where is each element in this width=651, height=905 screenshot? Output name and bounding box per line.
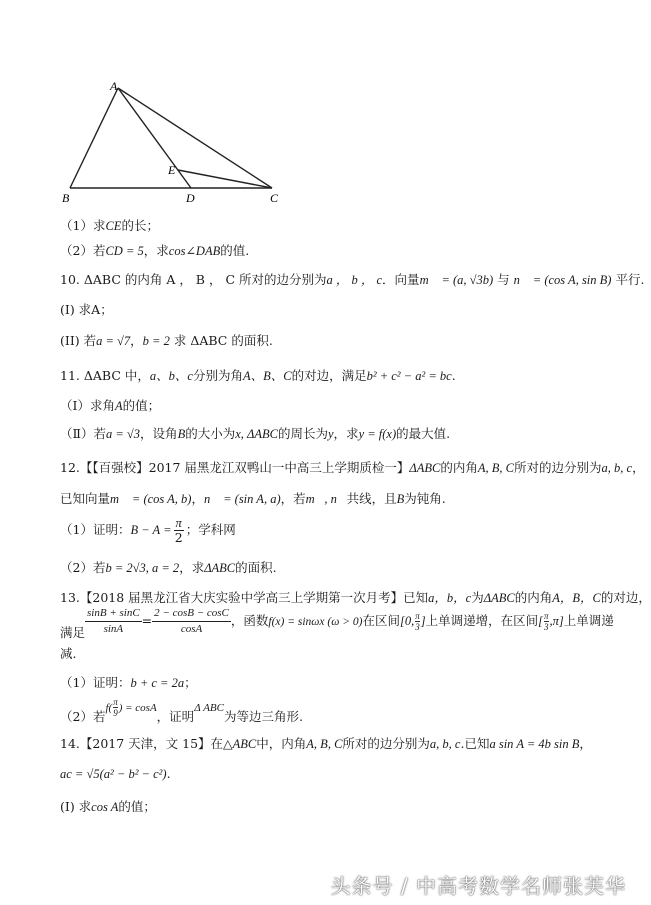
fraction-sin [85, 606, 142, 637]
math: A, B, C [306, 737, 343, 751]
math: a、b、c [149, 369, 193, 383]
text: 的对边， [600, 590, 651, 605]
problem-11-part2 [60, 424, 450, 442]
text: ，求 [333, 426, 359, 441]
math: [0, [399, 614, 415, 628]
problem-10-stem [60, 270, 644, 288]
problem-12-condition [60, 489, 446, 507]
text: ， [130, 333, 143, 348]
text: 12.【【百强校】2017 届黑龙江双鸭山一中高三上学期质检一】 [60, 460, 410, 475]
text: （1）证明： [60, 675, 131, 690]
label-E: E [168, 163, 176, 177]
problem-13-stem [60, 588, 651, 606]
text: ，证明 [156, 709, 195, 724]
math: a = √7 [96, 334, 131, 348]
text: （2）若 [60, 243, 106, 258]
math: b² + c² − a² = bc [366, 369, 452, 383]
text: ； [184, 675, 197, 690]
denominator: 2 [174, 530, 183, 545]
math: f(x) = sinωx (ω > 0) [268, 616, 363, 628]
math: m⃗ = (cos A, b) [110, 492, 192, 506]
text: ， [579, 736, 592, 751]
math: a ， b ， c [326, 273, 383, 287]
math: [ [538, 614, 543, 628]
math: a = √3 [106, 427, 141, 441]
text: ；学科网 [185, 522, 236, 537]
math: A、B、C [242, 369, 292, 383]
text: 在区间 [362, 613, 400, 628]
math: ac = √5(a² − b² − c²) [60, 767, 167, 781]
numerator: π [175, 516, 182, 530]
denominator: sinA [103, 623, 124, 635]
numerator: π [113, 697, 118, 707]
text: 的值. [220, 243, 250, 258]
math: A [114, 399, 123, 413]
problem-13-continuation [60, 644, 76, 662]
text: 的对边，满足 [291, 368, 367, 383]
text: (II) 若 [60, 333, 97, 348]
text: ， [632, 460, 645, 475]
text: ．向量 [382, 272, 420, 287]
text: 13.【2018 届黑龙江省大庆实验中学高三上学期第一次月考】已知 [60, 590, 429, 605]
denominator: cosA [180, 623, 203, 635]
text: 的面积. [235, 560, 277, 575]
math: n⃗ = (sin A, a) [204, 492, 281, 506]
fraction-cos [152, 606, 231, 637]
text: 的最大值. [396, 426, 451, 441]
math: A, B, C [477, 461, 514, 475]
math: ΔABC [409, 461, 441, 475]
fraction-pi-over-9 [113, 697, 118, 718]
fraction-pi-over-3 [415, 611, 420, 632]
math: a sin A = 4b sin B [489, 737, 580, 751]
math: B [177, 427, 186, 441]
problem-10-part2 [60, 331, 273, 349]
text: 的长； [121, 218, 159, 233]
problem-11-part1 [60, 396, 160, 414]
text: ，函数 [230, 613, 269, 628]
text: ，求 [179, 560, 205, 575]
math: CE [105, 219, 122, 233]
text: ，设角 [140, 426, 178, 441]
math: a, b, c [601, 461, 633, 475]
text: (I) 求 [60, 799, 92, 814]
q9-part1 [60, 216, 159, 234]
math: a，b，c [428, 591, 472, 605]
problem-12-part2 [60, 558, 277, 576]
segment-AB [70, 88, 118, 188]
text: 所对的边分别为 [342, 736, 430, 751]
math: x, ΔABC [235, 427, 278, 441]
label-A: A [110, 79, 118, 93]
math: ) = cosA [118, 702, 157, 714]
segment-AD [118, 88, 191, 188]
fraction-pi-over-2 [174, 516, 184, 545]
text: 所对的边分别为 [514, 460, 602, 475]
label-C: C [270, 191, 279, 205]
math: ΔABC [483, 591, 515, 605]
label-D: D [186, 191, 195, 205]
text: 与 [497, 272, 510, 287]
problem-11-stem [60, 366, 456, 384]
text: 已知向量 [60, 491, 111, 506]
text: ， [191, 491, 204, 506]
text: 上单调递增，在区间 [425, 613, 539, 628]
math: m⃗, n⃗ [305, 492, 347, 506]
math: f( [105, 702, 113, 714]
fraction-pi-over-3 [544, 611, 549, 632]
problem-12-stem [60, 458, 645, 476]
math: cos A [91, 800, 119, 814]
math: ,π] [549, 614, 564, 628]
problem-12-part1 [60, 516, 236, 545]
text: 为 [471, 590, 484, 605]
text: 的大小为 [185, 426, 236, 441]
numerator: π [415, 611, 420, 621]
problem-14-part1 [60, 797, 156, 815]
math: b + c = 2a [130, 676, 185, 690]
math: b = 2 [142, 334, 170, 348]
problem-14-stem [60, 734, 592, 752]
denominator: 9 [113, 708, 118, 718]
text: （2）若 [60, 709, 106, 724]
math: ] [420, 614, 426, 628]
math: = [141, 613, 153, 628]
text: 中，内角 [256, 736, 307, 751]
math: ΔABC [204, 561, 236, 575]
math: cos∠DAB [168, 244, 221, 258]
text: . [451, 368, 456, 383]
math: Δ ABC [194, 702, 224, 714]
text: 14.【2017 天津，文 15】在 [60, 736, 224, 751]
math: CD = 5 [105, 244, 144, 258]
text: 减. [60, 646, 77, 661]
math: n⃗ = (cos A, sin B) [513, 273, 612, 287]
text: 11. ΔABC 中， [60, 368, 150, 383]
text: （Ⅰ）求角 [60, 398, 115, 413]
text: 满足 [60, 625, 86, 640]
text: 10. ΔABC 的内角 A ， B ， C 所对的边分别为 [60, 272, 327, 287]
numerator: π [543, 611, 549, 621]
denominator: 3 [543, 622, 549, 632]
text: .已知 [460, 736, 490, 751]
math: a, b, c [429, 737, 461, 751]
math: y = f(x) [358, 427, 397, 441]
text: (I) 求A； [60, 302, 113, 317]
text: 求 ΔABC 的面积. [173, 333, 273, 348]
text: 的内角 [514, 590, 553, 605]
problem-13-part2 [60, 697, 303, 724]
denominator: 3 [415, 622, 420, 632]
triangle-figure [60, 78, 290, 210]
math: B − A = [130, 523, 172, 537]
q9-part2 [60, 241, 249, 259]
numerator: 2 − cosB − cosC [152, 606, 231, 622]
math: b = 2√3, a = 2 [105, 561, 180, 575]
problem-13-condition [60, 606, 614, 640]
text: （Ⅱ）若 [60, 426, 106, 441]
text: 的周长为 [277, 426, 328, 441]
math: y [327, 427, 334, 441]
text: 为等边三角形. [223, 709, 303, 724]
numerator: sinB + sinC [85, 606, 142, 622]
math: m⃗ = (a, √3b) [419, 273, 494, 287]
text: （2）若 [60, 560, 106, 575]
problem-14-condition [60, 766, 171, 782]
text: 的内角 [440, 460, 478, 475]
math: B [396, 492, 405, 506]
text: . [166, 766, 171, 781]
math: A，B，C [552, 591, 601, 605]
problem-10-part1 [60, 300, 113, 318]
problem-13-part1 [60, 673, 197, 691]
text: （1）求 [60, 218, 106, 233]
text: 平行. [615, 272, 645, 287]
text: （1）证明： [60, 522, 131, 537]
text: 分别为角 [192, 368, 243, 383]
text: ，求 [143, 243, 169, 258]
label-B: B [62, 191, 70, 205]
text: 为钝角. [404, 491, 446, 506]
watermark: 头条号 / 中高考数学名师张芙华 [330, 874, 626, 898]
text: 共线，且 [346, 491, 397, 506]
text: 的值； [118, 799, 156, 814]
math: △ABC [223, 737, 257, 751]
text: ，若 [280, 491, 306, 506]
text: 的值； [122, 398, 161, 413]
text: 上单调递 [563, 613, 614, 628]
